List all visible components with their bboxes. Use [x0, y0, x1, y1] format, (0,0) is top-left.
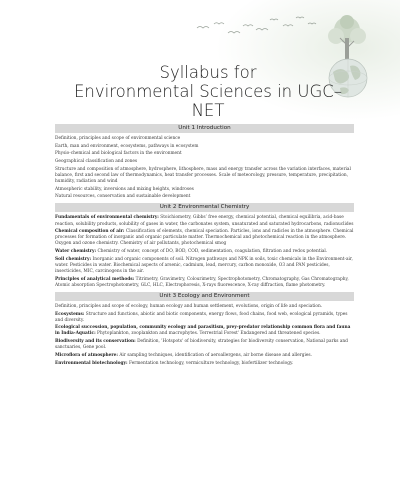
item-text: Stoichiometry, Gibbs’ free energy, chemical potential, chemical equilibria, acid-base reaction, solubility products, solubility of gases in water, the carbonates system, unsaturated and saturated hydrocarbons, radionuclides [55, 215, 354, 227]
list-item [55, 249, 354, 255]
list-item [55, 136, 354, 142]
list-item [55, 304, 354, 310]
list-item [55, 194, 354, 200]
list-item [55, 151, 354, 157]
item-text: Inorganic and organic components of soil. Nitrogen pathways and NPK in soils, toxic chemicals in the Environment-air, water. Pesticides in water. Biochemical aspects of arsenic, cadmium, lead, mercury, carbon monoxide, O3 and PAN pesticides, insecticides, MIC, carcinogens in the air. [55, 256, 353, 274]
list-item [55, 339, 354, 351]
unit-heading: Unit 1 Introduction [55, 124, 354, 133]
item-lead: Biodiversity and its conservation: [55, 339, 136, 345]
item-lead: Microflora of atmosphere: [55, 352, 118, 358]
item-text: Natural resources, conservation and sustainable development [55, 194, 191, 200]
title-line-1: Syllabus for [159, 63, 257, 82]
syllabus-content [55, 124, 354, 370]
item-text: Phytoplankton, zooplankton and macrophytes. Terrestrial Forest' Endangered and threatened species. [97, 331, 321, 337]
item-text: Definition, 'Hotspots' of biodiversity, strategies for biodiversity conservation, National parks and sanctuaries, Gene pool. [55, 339, 348, 351]
item-text: Definition, principles and scope of ecology, human ecology and human settlement, evolutions, origin of life and speciation. [55, 303, 323, 309]
item-lead: Fundamentals of environmental chemistry: [55, 215, 159, 221]
item-lead: Chemical composition of air: [55, 229, 125, 235]
list-item [55, 144, 354, 150]
item-lead: Water chemistry: [55, 249, 97, 255]
item-lead: Principles of analytical methods: [55, 276, 135, 282]
unit-heading: Unit 3 Ecology and Environment [55, 292, 354, 301]
item-text: Structure and composition of atmosphere, hydrosphere, lithosphere, mass and energy transfer across the variation interfaces, material balance, first and second law of thermodynamics, heat transfer processes. Scale of meteorology, pressure, temperature, precipitation, humidity, radiation and wind [55, 166, 351, 184]
item-text: Definition, principles and scope of environmental science [55, 136, 181, 141]
title-line-2: Environmental Sciences in UGC–NET [73, 82, 343, 120]
list-item [55, 229, 354, 247]
item-text: Physio-chemical and biological factors in the environment [55, 151, 182, 157]
item-text: Atmospheric stability, inversions and mixing heights, windroses [55, 186, 194, 192]
unit-heading: Unit 2 Environmental Chemistry [55, 203, 354, 212]
list-item [55, 187, 354, 193]
list-item [55, 361, 354, 367]
list-item [55, 277, 354, 289]
list-item [55, 159, 354, 165]
list-item [55, 167, 354, 185]
item-text: Structure and functions, abiotic and biotic components, energy flows, food chains, food web, ecological pyramids, types and diversity. [55, 311, 348, 323]
list-item [55, 312, 354, 324]
unit-3-section [55, 292, 354, 367]
item-text: Fermentation technology, vermiculture technology, biofertilizer technology. [129, 360, 294, 366]
item-lead: Ecological succession, population, community ecology and parasitism, prey-predator relationship common flora and fauna in India-Aquatic: [55, 325, 351, 337]
item-text: Geographical classification and zones [55, 159, 138, 165]
item-text: Titrimetry, Gravimetry, Colourimetry, Spectrophotometry, Chromatography, Gas Chromatography, Atomic absorption Spectrophotometry, GLC, HLC, Electrophoresis, X-rays fluorescence, X-ray diffraction, flame photometry. [55, 276, 349, 288]
list-item [55, 325, 354, 337]
item-lead: Environmental biotechnology: [55, 360, 128, 366]
item-text: Chemistry of water, concept of DO, BOD, COD, sedimentation, coagulation, filtration and redox potential. [97, 249, 328, 255]
list-item [55, 257, 354, 275]
list-item [55, 215, 354, 227]
item-lead: Ecosystems: [55, 311, 85, 317]
list-item [55, 353, 354, 359]
item-text: Air sampling techniques, identification of aeroallergens, air borne disease and allergies. [119, 352, 312, 358]
unit-2-section [55, 203, 354, 288]
item-text: Classification of elements, chemical speciation. Particles, ions and radicles in the atmosphere. Chemical processes for formation of inorganic and organic particulate matter. Thermochemical and photochemical reaction in the atmosphere. Oxygen and ozone chemistry. Chemistry of air pollutants, photochemical smog [55, 229, 354, 247]
page-title [58, 63, 358, 120]
unit-1-section [55, 124, 354, 200]
item-text: Earth, man and environment, ecosystems, pathways in ecosystem [55, 143, 199, 149]
item-lead: Soil chemistry: [55, 256, 92, 262]
